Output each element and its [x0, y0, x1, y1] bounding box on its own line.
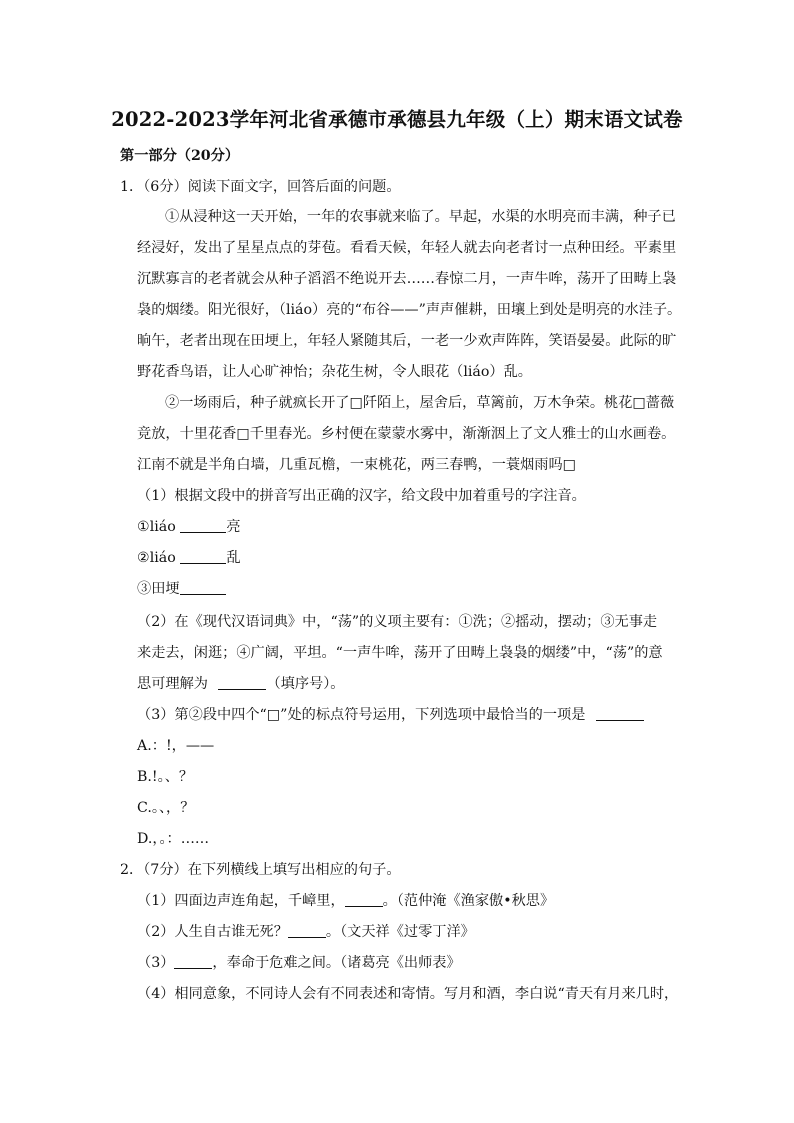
option-d[interactable]: D.，。：…… — [137, 831, 210, 847]
passage-line: ①从浸种这一天开始，一年的农事就来临了。早起，水渠的水明亮而丰满，种子已 — [165, 209, 676, 225]
answer-item-label: ②liáo — [137, 550, 176, 566]
fill-sentence: （4）相同意象，不同诗人会有不同表述和寄情。写月和酒，李白说“青天有月来几时， — [137, 986, 679, 1002]
sub-question-1: （1）根据文段中的拼音写出正确的汉字，给文段中加着重号的字注音。 — [137, 488, 586, 504]
fill-sentence-prefix: （1）四面边声连角起，千嶂里， — [137, 893, 345, 909]
option-c[interactable]: C.。、，？ — [137, 800, 195, 816]
fill-sentence — [137, 891, 554, 911]
fill-sentence-suffix: 。（文天祥《过零丁洋》 — [325, 924, 475, 940]
answer-blank[interactable] — [218, 675, 266, 690]
passage-line: 袅的烟缕。阳光很好，（liáo）亮的“布谷——”声声催耕，田壤上到处是明亮的水洼子。 — [137, 302, 682, 318]
answer-item-suffix: 亮 — [226, 519, 241, 535]
fill-sentence-suffix: ，奉命于危难之间。（诸葛亮《出师表》 — [212, 955, 461, 971]
answer-blank[interactable] — [180, 518, 226, 533]
answer-item-label: ①liáo — [137, 519, 176, 535]
sub-question-3 — [137, 705, 644, 725]
answer-item — [137, 579, 226, 599]
sub-question-2-text: 思可理解为 — [137, 676, 208, 692]
answer-blank[interactable] — [288, 923, 326, 938]
answer-blank[interactable] — [345, 892, 383, 907]
fill-sentence-prefix: （3） — [137, 955, 175, 971]
passage-line: 晌午，老者出现在田埂上，年轻人紧随其后，一老一少欢声阵阵，笑语晏晏。此际的旷 — [137, 333, 677, 349]
answer-blank[interactable] — [180, 549, 226, 564]
answer-item-label: ③田埂 — [137, 581, 180, 597]
sub-question-2-cont — [137, 674, 345, 694]
fill-sentence — [137, 953, 461, 973]
fill-sentence — [137, 922, 475, 942]
fill-sentence-prefix: （2）人生自古谁无死？ — [137, 924, 288, 940]
passage-line: 江南不就是半角白墙，几重瓦檐，一束桃花，两三春鸭，一蓑烟雨吗□ — [137, 457, 577, 473]
sub-question-2: （2）在《现代汉语词典》中，“荡”的义项主要有：①洗；②摇动，摆动；③无事走 — [137, 614, 658, 630]
answer-blank[interactable] — [596, 706, 644, 721]
answer-item-suffix: 乱 — [226, 550, 241, 566]
passage-line: 竞放，十里花香□千里春光。乡村便在蒙蒙水雾中，渐渐洇上了文人雅士的山水画卷。 — [137, 426, 676, 442]
option-b[interactable]: B.!。、？ — [137, 769, 194, 785]
sub-question-2-suffix: （填序号）。 — [266, 676, 345, 692]
fill-sentence-suffix: 。（范仲淹《渔家傲•秋思》 — [382, 893, 555, 909]
option-a[interactable]: A.：!，—— — [137, 738, 215, 754]
question-2-header: 2．（7分）在下列横线上填写出相应的句子。 — [120, 862, 401, 878]
answer-blank[interactable] — [174, 954, 212, 969]
answer-item — [137, 517, 241, 537]
passage-line: 经浸好，发出了星星点点的芽苞。看看天候，年轻人就去向老者讨一点种田经。平素里 — [137, 240, 677, 256]
answer-item — [137, 548, 241, 568]
exam-title: 2022-2023学年河北省承德市承德县九年级（上）期末语文试卷 — [111, 108, 683, 131]
sub-question-3-text: （3）第②段中四个“□”处的标点符号运用，下列选项中最恰当的一项是 — [137, 707, 586, 723]
question-1-header: 1．（6分）阅读下面文字，回答后面的问题。 — [120, 179, 401, 195]
answer-blank[interactable] — [180, 580, 226, 595]
sub-question-2-cont: 来走去，闲逛；④广阔，平坦。“一声牛哞，荡开了田畴上袅袅的烟缕”中，“荡”的意 — [137, 645, 663, 661]
passage-line: 沉默寡言的老者就会从种子滔滔不绝说开去……春惊二月，一声牛哞，荡开了田畴上袅 — [137, 271, 677, 287]
passage-line: 野花香鸟语，让人心旷神怡；杂花生树，令人眼花（liáo）乱。 — [137, 364, 532, 380]
section-heading: 第一部分（20分） — [120, 148, 240, 164]
passage-line: ②一场雨后，种子就疯长开了□阡陌上，屋舍后，草篱前，万木争荣。桃花□蔷薇 — [165, 395, 675, 411]
